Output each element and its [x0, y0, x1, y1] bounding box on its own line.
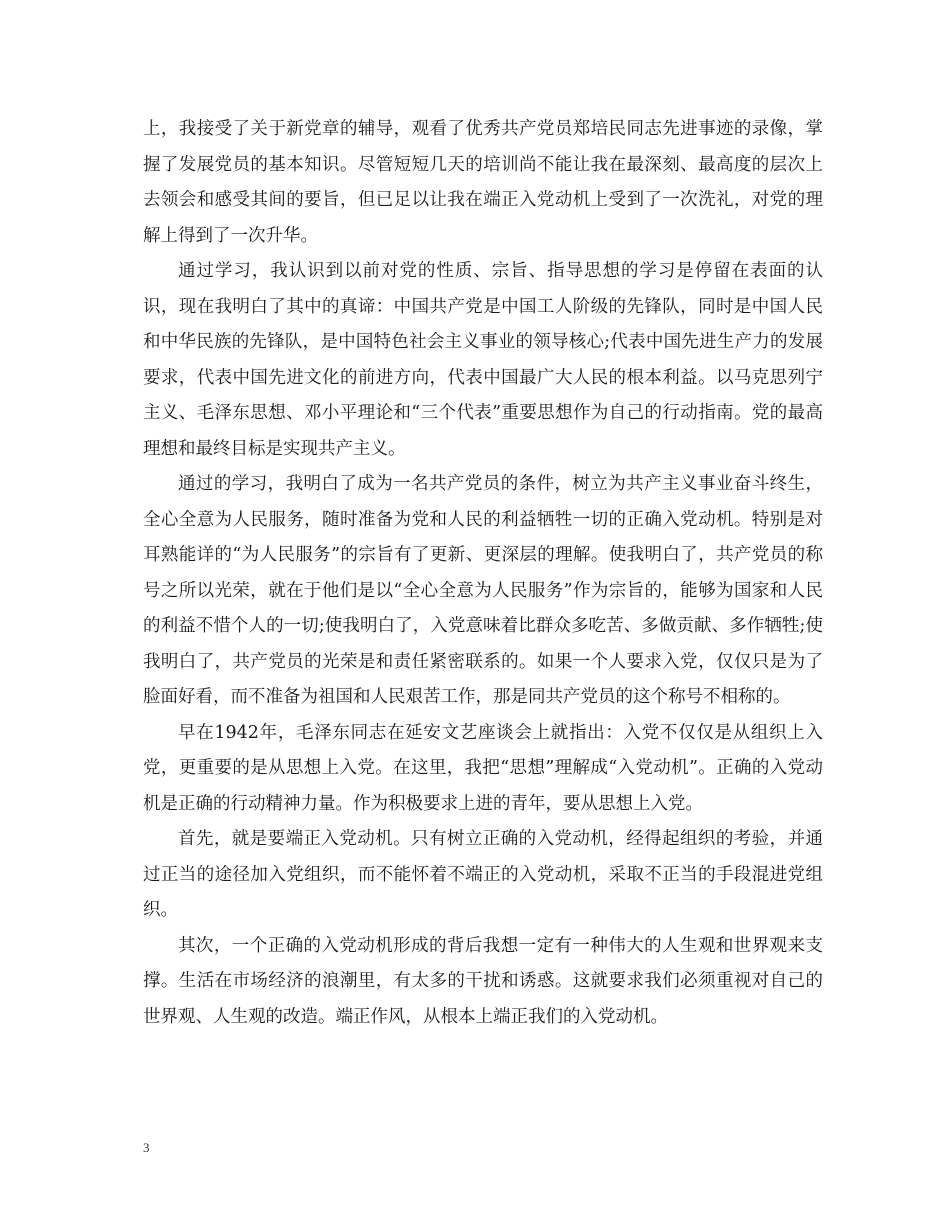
page-number: 3: [143, 1140, 150, 1155]
paragraph-6: 其次，一个正确的入党动机形成的背后我想一定有一种伟大的人生观和世界观来支撑。生活在市场经济的浪潮里，有太多的干扰和诱惑。这就要求我们必须重视对自己的世界观、人生观的改造。端正作风，从根本上端正我们的入党动机。: [143, 935, 823, 1027]
document-body: [143, 112, 823, 1035]
paragraph-5: 首先，就是要端正入党动机。只有树立正确的入党动机，经得起组织的考验，并通过正当的途径加入党组织，而不能怀着不端正的入党动机，采取不正当的手段混进党组织。: [143, 829, 823, 920]
paragraph-3: 通过的学习，我明白了成为一名共产党员的条件，树立为共产主义事业奋斗终生，全心全意为人民服务，随时准备为党和人民的利益牺牲一切的正确入党动机。特别是对耳熟能详的“为人民服务”的宗旨有了更新、更深层的理解。使我明白了，共产党员的称号之所以光荣，就在于他们是以“全心全意为人民服务”作为宗旨的，能够为国家和人民的利益不惜个人的一切;使我明白了，入党意味着比群众多吃苦、多做贡献、多作牺牲;使我明白了，共产党员的光荣是和责任紧密联系的。如果一个人要求入党，仅仅只是为了脸面好看，而不准备为祖国和人民艰苦工作，那是同共产党员的这个称号不相称的。: [143, 474, 823, 707]
paragraph-2: 通过学习，我认识到以前对党的性质、宗旨、指导思想的学习是停留在表面的认识，现在我明白了其中的真谛：中国共产党是中国工人阶级的先锋队，同时是中国人民和中华民族的先锋队，是中国特色社会主义事业的领导核心;代表中国先进生产力的发展要求，代表中国先进文化的前进方向，代表中国最广大人民的根本利益。以马克思列宁主义、毛泽东思想、邓小平理论和“三个代表”重要思想作为自己的行动指南。党的最高理想和最终目标是实现共产主义。: [143, 261, 823, 459]
paragraph-1: 上，我接受了关于新党章的辅导，观看了优秀共产党员郑培民同志先进事迹的录像，掌握了发展党员的基本知识。尽管短短几天的培训尚不能让我在最深刻、最高度的层次上去领会和感受其间的要旨，但已足以让我在端正入党动机上受到了一次洗礼，对党的理解上得到了一次升华。: [143, 119, 823, 246]
paragraph-4: 早在1942年，毛泽东同志在延安文艺座谈会上就指出：入党不仅仅是从组织上入党，更重要的是从思想上入党。在这里，我把“思想”理解成“入党动机”。正确的入党动机是正确的行动精神力量。作为积极要求上进的青年，要从思想上入党。: [143, 722, 823, 814]
